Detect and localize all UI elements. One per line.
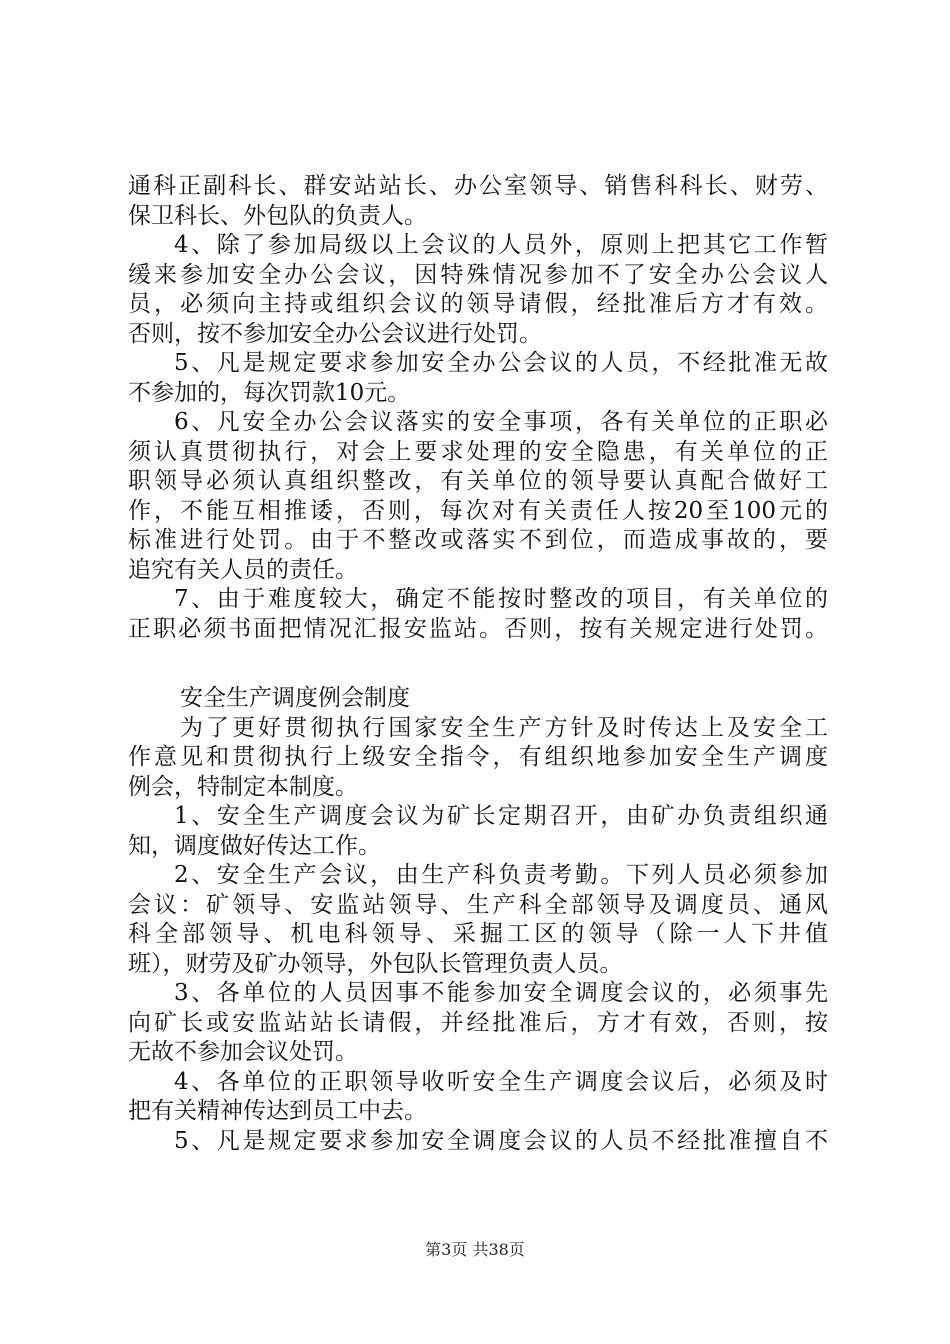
text-line: 为了更好贯彻执行国家安全生产方针及时传达上及安全工 — [180, 714, 828, 741]
section-gap — [128, 644, 828, 684]
text-line: 通科正副科长、群安站站长、办公室领导、销售科科长、财劳、 — [128, 173, 828, 199]
text-line: 6、凡安全办公会议落实的安全事项，各有关单位的正职必 — [174, 409, 828, 435]
text-line: 职领导必须认真组织整改，有关单位的领导要认真配合做好工 — [128, 468, 828, 494]
text-line: 作，不能互相推诿，否则，每次对有关责任人按20至100元的 — [128, 497, 828, 524]
text-line: 会议：矿领导、安监站领导、生产科全部领导及调度员、通风 — [128, 891, 828, 918]
text-line: 无故不参加会议处罚。 — [128, 1039, 358, 1065]
text-line: 不参加的，每次罚款10元。 — [128, 379, 411, 406]
text-line: 正职必须书面把情况汇报安监站。否则，按有关规定进行处罚。 — [128, 615, 828, 642]
text-line: 5、凡是规定要求参加安全调度会议的人员不经批准擅自不 — [174, 1127, 828, 1154]
text-line: 1、安全生产调度会议为矿长定期召开，由矿办负责组织通 — [174, 803, 828, 829]
text-line: 标准进行处罚。由于不整改或落实不到位，而造成事故的，要 — [128, 527, 828, 553]
text-line: 7、由于难度较大，确定不能按时整改的项目，有关单位的 — [174, 586, 828, 612]
text-line: 班），财劳及矿办领导，外包队长管理负责人员。 — [128, 950, 623, 977]
text-line: 追究有关人员的责任。 — [128, 556, 358, 583]
document-body — [128, 172, 828, 1156]
text-line: 缓来参加安全办公会议，因特殊情况参加不了安全办公会议人 — [128, 261, 828, 288]
text-line: 例会，特制定本制度。 — [128, 773, 358, 800]
text-line: 把有关精神传达到员工中去。 — [128, 1098, 427, 1124]
text-line: 否则，按不参加安全办公会议进行处罚。 — [128, 320, 542, 347]
text-line: 2、安全生产会议，由生产科负责考勤。下列人员必须参加 — [174, 862, 828, 888]
text-line: 须认真贯彻执行，对会上要求处理的安全隐患，有关单位的正 — [128, 438, 828, 465]
text-line: 4、除了参加局级以上会议的人员外，原则上把其它工作暂 — [174, 232, 828, 258]
text-line: 保卫科长、外包队的负责人。 — [128, 202, 427, 229]
text-line: 5、凡是规定要求参加安全办公会议的人员，不经批准无故 — [174, 350, 828, 376]
text-line: 员，必须向主持或组织会议的领导请假，经批准后方才有效。 — [128, 291, 828, 317]
page-number-footer: 第3页 共38页 — [425, 1240, 525, 1259]
text-line: 向矿长或安监站站长请假，并经批准后，方才有效，否则，按 — [128, 1009, 828, 1036]
text-line: 科全部领导、机电科领导、采掘工区的领导（除一人下井值 — [128, 921, 828, 947]
text-line: 知，调度做好传达工作。 — [128, 832, 381, 859]
text-line: 4、各单位的正职领导收听安全生产调度会议后，必须及时 — [174, 1068, 828, 1095]
text-line: 作意见和贯彻执行上级安全指令，有组织地参加安全生产调度 — [128, 744, 828, 770]
text-line: 3、各单位的人员因事不能参加安全调度会议的，必须事先 — [174, 980, 828, 1006]
section-title: 安全生产调度例会制度 — [180, 685, 410, 711]
